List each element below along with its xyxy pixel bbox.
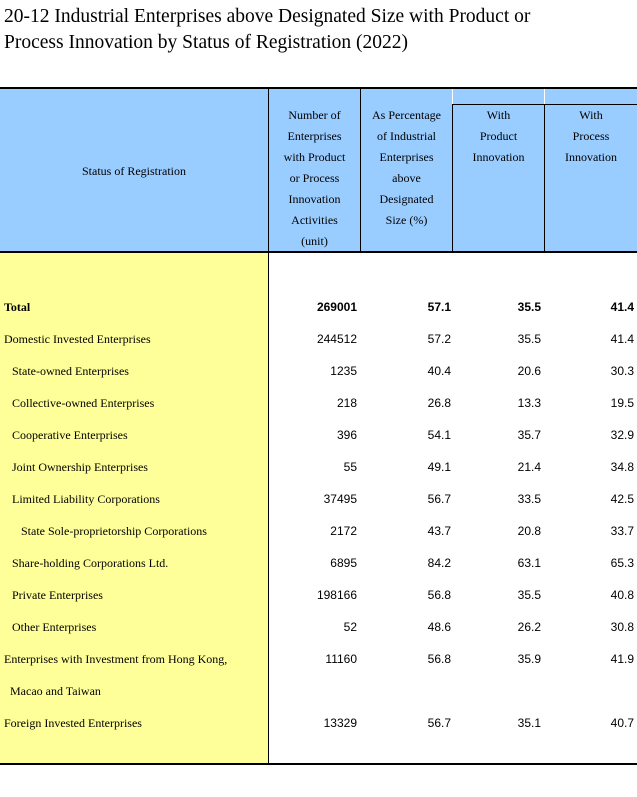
row-label: Collective-owned Enterprises [12, 396, 155, 410]
cell-product: 13.3 [517, 396, 541, 410]
cell-process: 41.4 [610, 332, 634, 346]
cell-count: 198166 [316, 588, 357, 602]
cell-process: 41.9 [610, 652, 634, 666]
row-label: Other Enterprises [12, 620, 97, 634]
header-stub-cell [0, 89, 268, 251]
header-subrule [452, 104, 637, 105]
header-divider [544, 104, 545, 251]
header-col-product-line: Product [479, 129, 518, 143]
cell-process: 40.7 [610, 716, 634, 730]
cell-product: 35.5 [517, 588, 541, 602]
row-label: Joint Ownership Enterprises [12, 460, 148, 474]
row-label: Private Enterprises [12, 588, 103, 602]
cell-count: 2172 [330, 524, 357, 538]
title-line-2: Process Innovation by Status of Registration (2022) [4, 32, 409, 53]
cell-process: 30.3 [610, 364, 634, 378]
cell-process: 32.9 [610, 428, 634, 442]
header-col-percentage-line: above [392, 171, 421, 185]
row-label: Cooperative Enterprises [12, 428, 128, 442]
header-col-percentage [361, 89, 452, 251]
cell-percentage: 56.7 [427, 492, 451, 506]
header-col-product-line: With [486, 108, 511, 122]
cell-product: 20.8 [517, 524, 541, 538]
cell-percentage: 43.7 [427, 524, 451, 538]
table-row [0, 483, 637, 515]
cell-process: 42.5 [610, 492, 634, 506]
cell-process: 19.5 [610, 396, 634, 410]
cell-percentage: 57.1 [427, 300, 451, 314]
cell-count: 13329 [323, 716, 357, 730]
cell-count: 11160 [325, 652, 357, 666]
table-row [0, 515, 637, 547]
header-divider [452, 104, 453, 251]
table-row [0, 291, 637, 323]
cell-percentage: 56.8 [427, 652, 451, 666]
table-row [0, 675, 637, 707]
cell-process: 40.8 [610, 588, 634, 602]
row-label: State Sole-proprietorship Corporations [21, 524, 207, 538]
cell-percentage: 48.6 [427, 620, 451, 634]
header-col-process-line: Process [572, 129, 610, 143]
cell-percentage: 84.2 [427, 556, 451, 570]
table-row [0, 579, 637, 611]
cell-process: 34.8 [610, 460, 634, 474]
header-col-product-line: Innovation [472, 150, 525, 164]
cell-product: 63.1 [517, 556, 541, 570]
cell-product: 35.1 [517, 716, 541, 730]
cell-count: 37495 [323, 492, 357, 506]
cell-product: 35.5 [517, 300, 541, 314]
cell-product: 33.5 [517, 492, 541, 506]
row-label: Macao and Taiwan [10, 684, 101, 698]
cell-count: 55 [343, 460, 357, 474]
header-divider [360, 89, 361, 251]
cell-count: 1235 [330, 364, 357, 378]
header-col-percentage-line: of Industrial [377, 129, 436, 143]
cell-percentage: 49.1 [427, 460, 451, 474]
row-label: Foreign Invested Enterprises [4, 716, 142, 730]
cell-percentage: 56.8 [427, 588, 451, 602]
cell-product: 35.9 [517, 652, 541, 666]
header-col-count-line: Innovation [288, 192, 341, 206]
bottom-rule [0, 763, 637, 765]
table-row [0, 355, 637, 387]
table-row [0, 323, 637, 355]
header-col-percentage-line: As Percentage [372, 108, 441, 122]
table-row [0, 611, 637, 643]
header-col-percentage-line: Designated [379, 192, 434, 206]
cell-percentage: 56.7 [427, 716, 451, 730]
cell-percentage: 40.4 [427, 364, 451, 378]
header-col-percentage-line: Enterprises [379, 150, 434, 164]
header-col-count-line: Enterprises [287, 129, 342, 143]
cell-percentage: 26.8 [427, 396, 451, 410]
header-col-process-line: With [579, 108, 603, 122]
cell-count: 218 [336, 396, 357, 410]
header-col-count-line: or Process [289, 171, 340, 185]
title-line-1: 20-12 Industrial Enterprises above Designated Size with Product or [4, 6, 531, 27]
cell-count: 6895 [330, 556, 357, 570]
table-row [0, 707, 637, 739]
cell-count: 269001 [316, 300, 357, 314]
cell-process: 33.7 [610, 524, 634, 538]
row-label: Share-holding Corporations Ltd. [12, 556, 169, 570]
cell-product: 35.5 [517, 332, 541, 346]
row-label: Enterprises with Investment from Hong Kong, [4, 652, 228, 666]
table-row [0, 419, 637, 451]
header-col-count-line: Number of [288, 108, 341, 122]
row-label: Total [4, 300, 31, 314]
header-col-product [453, 89, 544, 251]
row-label: Domestic Invested Enterprises [4, 332, 151, 346]
cell-product: 20.6 [517, 364, 541, 378]
cell-count: 244512 [316, 332, 357, 346]
header-col-count-line: (unit) [301, 234, 328, 248]
header-col-count-line: with Product [283, 150, 346, 164]
row-label: Limited Liability Corporations [12, 492, 160, 506]
header-col-count [269, 89, 360, 251]
cell-process: 65.3 [610, 556, 634, 570]
header-col-process [545, 89, 637, 251]
row-label: State-owned Enterprises [12, 364, 129, 378]
header-col-count-line: Activities [291, 213, 338, 227]
header-stub-label: Status of Registration [82, 164, 186, 178]
header-divider [268, 89, 269, 251]
cell-process: 30.8 [610, 620, 634, 634]
header-col-process-line: Innovation [565, 150, 617, 164]
cell-product: 21.4 [517, 460, 541, 474]
table-row [0, 643, 637, 675]
cell-product: 35.7 [517, 428, 541, 442]
cell-process: 41.4 [610, 300, 634, 314]
cell-count: 52 [343, 620, 357, 634]
header-col-percentage-line: Size (%) [385, 213, 428, 227]
cell-percentage: 57.2 [427, 332, 451, 346]
cell-count: 396 [336, 428, 357, 442]
cell-product: 26.2 [517, 620, 541, 634]
table-row [0, 451, 637, 483]
table-row [0, 387, 637, 419]
table-row [0, 547, 637, 579]
page-title [4, 4, 632, 56]
cell-percentage: 54.1 [427, 428, 451, 442]
